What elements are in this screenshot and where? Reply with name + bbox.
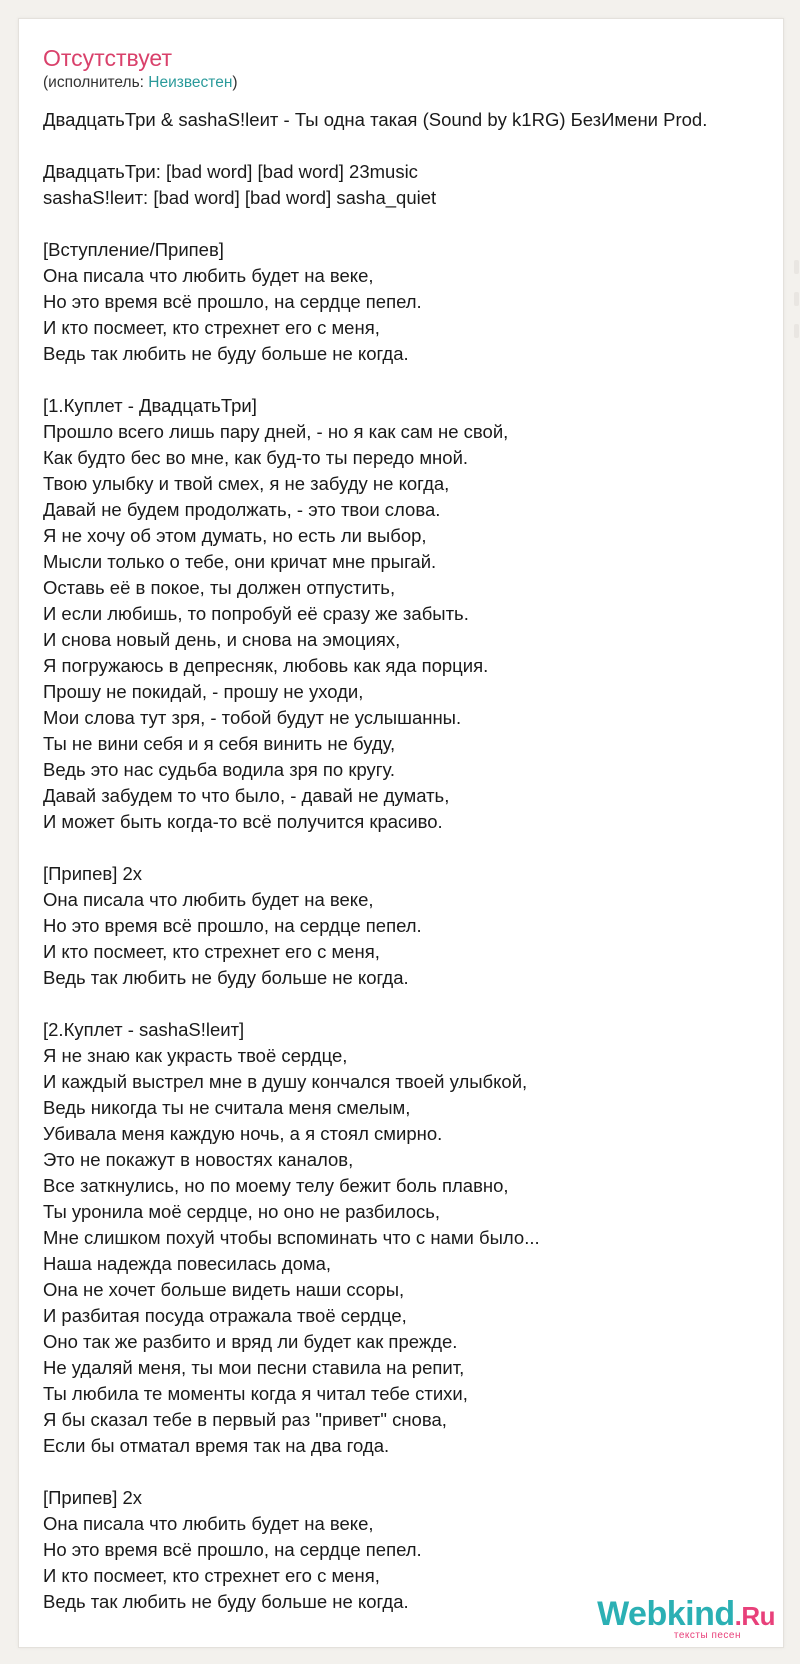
lyrics-line: Она писала что любить будет на веке, — [43, 1513, 374, 1534]
lyrics-line: Прошло всего лишь пару дней, - но я как сам не свой, — [43, 421, 509, 442]
lyrics-blank-line — [43, 835, 773, 861]
lyrics-line: Ведь никогда ты не считала меня смелым, — [43, 1097, 411, 1118]
page-edge-marks — [794, 260, 800, 356]
lyrics-line: Оставь её в покое, ты должен отпустить, — [43, 577, 396, 598]
logo-main-text: Webkind — [597, 1595, 735, 1633]
lyrics-line: И кто посмеет, кто стрехнет его с меня, — [43, 941, 380, 962]
lyrics-line: И каждый выстрел мне в душу кончался твоей улыбкой, — [43, 1071, 528, 1092]
lyrics-line: И кто посмеет, кто стрехнет его с меня, — [43, 1565, 380, 1586]
lyrics-line: И разбитая посуда отражала твоё сердце, — [43, 1305, 407, 1326]
lyrics-line: Все заткнулись, но по моему телу бежит боль плавно, — [43, 1175, 509, 1196]
lyrics-line: Прошу не покидай, - прошу не уходи, — [43, 681, 364, 702]
artist-link[interactable]: Неизвестен — [148, 74, 233, 91]
lyrics-line: Если бы отматал время так на два года. — [43, 1435, 390, 1456]
lyrics-line: Давай забудем то что было, - давай не думать, — [43, 785, 450, 806]
lyrics-line: Оно так же разбито и вряд ли будет как прежде. — [43, 1331, 458, 1352]
lyrics-line: Я не хочу об этом думать, но есть ли выбор, — [43, 525, 427, 546]
artist-line — [43, 73, 238, 93]
logo-tagline: тексты песен — [673, 1630, 741, 1641]
lyrics-line: Ведь так любить не буду больше не когда. — [43, 343, 409, 364]
logo-wordmark — [597, 1597, 775, 1633]
lyrics-line: Ведь так любить не буду больше не когда. — [43, 967, 409, 988]
lyrics-line: Я не знаю как украсть твоё сердце, — [43, 1045, 348, 1066]
lyrics-line: Это не покажут в новостях каналов, — [43, 1149, 354, 1170]
edge-mark — [794, 324, 799, 338]
artist-suffix: ) — [232, 74, 238, 91]
lyrics-line: Твою улыбку и твой смех, я не забуду не когда, — [43, 473, 450, 494]
lyrics-line: Не удаляй меня, ты мои песни ставила на репит, — [43, 1357, 465, 1378]
logo-domain: .Ru — [734, 1601, 775, 1631]
lyrics-line: Ты уронила моё сердце, но оно не разбилось, — [43, 1201, 441, 1222]
lyrics-blank-line — [43, 991, 773, 1017]
lyrics-blank-line — [43, 1459, 773, 1485]
lyrics-line: И кто посмеет, кто стрехнет его с меня, — [43, 317, 380, 338]
lyrics-line: [2.Куплет - sashaS!leит] — [43, 1019, 245, 1040]
lyrics-line: [Припев] 2x — [43, 1487, 143, 1508]
lyrics-line: Мои слова тут зря, - тобой будут не услышанны. — [43, 707, 462, 728]
lyrics-line: Ведь это нас судьба водила зря по кругу. — [43, 759, 396, 780]
lyrics-line: Ведь так любить не буду больше не когда. — [43, 1591, 409, 1612]
lyrics-line: Я погружаюсь в депресняк, любовь как яда порция. — [43, 655, 489, 676]
lyrics-line: [Вступление/Припев] — [43, 239, 224, 260]
lyrics-line: И может быть когда-то всё получится красиво. — [43, 811, 443, 832]
lyrics-text — [43, 107, 773, 1615]
lyrics-line: Ты любила те моменты когда я читал тебе стихи, — [43, 1383, 468, 1404]
song-title: Отсутствует — [43, 45, 172, 71]
lyrics-line: И если любишь, то попробуй её сразу же забыть. — [43, 603, 469, 624]
edge-mark — [794, 260, 799, 274]
lyrics-line: Мне слишком похуй чтобы вспоминать что с нами было... — [43, 1227, 540, 1248]
lyrics-line: Но это время всё прошло, на сердце пепел. — [43, 291, 422, 312]
lyrics-line: И снова новый день, и снова на эмоциях, — [43, 629, 401, 650]
lyrics-line: sashaS!leит: [bad word] [bad word] sasha_quiet — [43, 187, 437, 208]
lyrics-line: ДвадцатьТри & sashaS!leит - Ты одна такая (Sound by k1RG) БезИмени Prod. — [43, 109, 708, 130]
lyrics-line: ДвадцатьТри: [bad word] [bad word] 23music — [43, 161, 418, 182]
lyrics-line: [1.Куплет - ДвадцатьТри] — [43, 395, 257, 416]
lyrics-line: Она писала что любить будет на веке, — [43, 889, 374, 910]
lyrics-line: Наша надежда повесилась дома, — [43, 1253, 332, 1274]
lyrics-blank-line — [43, 133, 773, 159]
lyrics-line: Мысли только о тебе, они кричат мне прыгай. — [43, 551, 437, 572]
lyrics-line: [Припев] 2x — [43, 863, 143, 884]
lyrics-blank-line — [43, 367, 773, 393]
lyrics-line: Давай не будем продолжать, - это твои слова. — [43, 499, 441, 520]
lyrics-line: Она писала что любить будет на веке, — [43, 265, 374, 286]
lyrics-line: Она не хочет больше видеть наши ссоры, — [43, 1279, 405, 1300]
lyrics-blank-line — [43, 211, 773, 237]
lyrics-line: Я бы сказал тебе в первый раз "привет" снова, — [43, 1409, 447, 1430]
lyrics-line: Убивала меня каждую ночь, а я стоял смирно. — [43, 1123, 443, 1144]
artist-prefix: (исполнитель: — [43, 74, 149, 91]
lyrics-line: Но это время всё прошло, на сердце пепел. — [43, 915, 422, 936]
lyrics-page — [18, 18, 784, 1648]
site-logo[interactable] — [597, 1597, 775, 1641]
lyrics-line: Как будто бес во мне, как буд-то ты передо мной. — [43, 447, 469, 468]
lyrics-line: Но это время всё прошло, на сердце пепел. — [43, 1539, 422, 1560]
lyrics-line: Ты не вини себя и я себя винить не буду, — [43, 733, 396, 754]
edge-mark — [794, 292, 799, 306]
